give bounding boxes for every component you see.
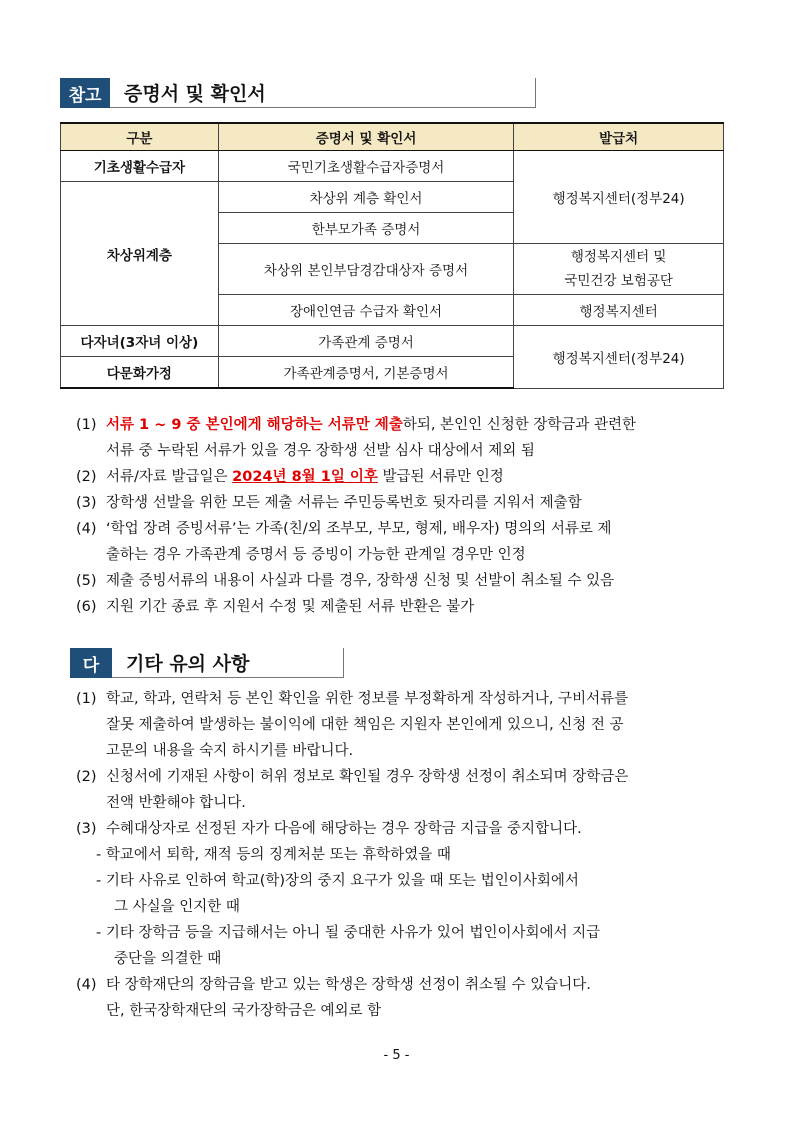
item-number: (4) [76,977,97,993]
section-title: 증명서 및 확인서 [110,78,536,108]
document-cell: 국민기초생활수급자증명서 [218,151,514,182]
issuer-cell [514,244,724,295]
submission-notes [76,412,740,620]
list-item [76,412,740,438]
sub-item: - 기타 장학금 등을 지급해서는 아니 될 중대한 사유가 있어 법인이사회에서 지급 [96,925,601,941]
document-cell: 차상위 계층 확인서 [218,182,514,213]
list-item [76,490,740,516]
item-continuation: 출하는 경우 가족관계 증명서 등 증빙이 가능한 관계일 경우만 인정 [106,547,526,563]
sub-item-continuation: 중단을 의결한 때 [114,951,222,967]
item-text-pre: 서류/자료 발급일은 [106,469,233,485]
header-category: 구분 [61,123,219,151]
item-text [106,464,740,490]
section-header-certificates [60,78,536,108]
list-item [76,516,740,542]
highlight-date: 2024년 8월 1일 이후 [232,469,378,485]
item-continuation: 단, 한국장학재단의 국가장학금은 예외로 함 [106,1003,382,1019]
document-cell: 장애인연금 수급자 확인서 [218,295,514,326]
category-cell: 다문화가정 [61,357,219,389]
category-cell: 기초생활수급자 [61,151,219,182]
item-number: (2) [76,469,97,485]
item-number: (1) [76,691,97,707]
category-cell: 차상위계층 [61,182,219,326]
list-item [76,594,740,620]
highlight-text: 서류 1 ~ 9 중 본인에게 해당하는 서류만 제출 [106,417,403,433]
category-cell: 다자녀(3자녀 이상) [61,326,219,357]
item-text: 수혜대상자로 선정된 자가 다음에 해당하는 경우 장학금 지급을 중지합니다. [106,821,582,837]
list-item [76,464,740,490]
section-badge: 다 [70,648,112,678]
document-cell: 차상위 본인부담경감대상자 증명서 [218,244,514,295]
list-item [76,686,740,712]
item-text: 장학생 선발을 위한 모든 제출 서류는 주민등록번호 뒷자리를 지워서 제출함 [106,495,582,511]
sub-item: - 학교에서 퇴학, 재적 등의 징계처분 또는 휴학하였을 때 [96,847,451,863]
item-text-post: 발급된 서류만 인정 [377,469,504,485]
item-text-rest: 하되, 본인인 신청한 장학금과 관련한 [402,417,636,433]
section-header-other-notes [70,648,344,678]
item-text: 타 장학재단의 장학금을 받고 있는 학생은 장학생 선정이 취소될 수 있습니다. [106,977,591,993]
certificates-table [60,122,724,389]
table-row [61,326,724,357]
item-number: (4) [76,521,97,537]
sub-item: - 기타 사유로 인하여 학교(학)장의 중지 요구가 있을 때 또는 법인이사회에서 [96,873,579,889]
item-continuation: 전액 반환해야 합니다. [106,795,246,811]
caution-notes [76,686,740,1024]
header-document: 증명서 및 확인서 [218,123,514,151]
section-badge: 참고 [60,78,110,108]
item-number: (1) [76,417,97,433]
document-cell: 가족관계 증명서 [218,326,514,357]
item-number: (3) [76,495,97,511]
table-row [61,151,724,182]
issuer-cell: 행정복지센터 [514,295,724,326]
item-text: 지원 기간 종료 후 지원서 수정 및 제출된 서류 반환은 불가 [106,599,475,615]
sub-item-continuation: 그 사실을 인지한 때 [114,899,240,915]
list-item [76,972,740,998]
document-cell: 가족관계증명서, 기본증명서 [218,357,514,389]
item-continuation: 서류 중 누락된 서류가 있을 경우 장학생 선발 심사 대상에서 제외 됨 [106,443,535,459]
item-continuation: 고문의 내용을 숙지 하시기를 바랍니다. [106,743,354,759]
issuer-line: 국민건강 보험공단 [564,273,673,289]
item-text: 학교, 학과, 연락처 등 본인 확인을 위한 정보를 부정확하게 작성하거나, 구비서류를 [106,691,629,707]
list-item [76,764,740,790]
issuer-cell: 행정복지센터(정부24) [514,326,724,389]
item-text [106,412,740,438]
list-item [76,816,740,842]
item-number: (2) [76,769,97,785]
list-item [76,568,740,594]
issuer-line: 행정복지센터 및 [570,249,667,265]
item-text: 신청서에 기재된 사항이 허위 정보로 확인될 경우 장학생 선정이 취소되며 장학금은 [106,769,629,785]
page-number: - 5 - [383,1048,410,1063]
item-text: ‘학업 장려 증빙서류’는 가족(친/외 조부모, 부모, 형제, 배우자) 명의의 서류로 제 [106,521,612,537]
issuer-cell: 행정복지센터(정부24) [514,151,724,244]
item-number: (6) [76,599,97,615]
document-cell: 한부모가족 증명서 [218,213,514,244]
item-continuation: 잘못 제출하여 발생하는 불이익에 대한 책임은 지원자 본인에게 있으니, 신청 전 공 [106,717,624,733]
item-number: (5) [76,573,97,589]
item-text: 제출 증빙서류의 내용이 사실과 다를 경우, 장학생 신청 및 선발이 취소될 수 있음 [106,573,615,589]
header-issuer: 발급처 [514,123,724,151]
section-title: 기타 유의 사항 [112,648,344,678]
item-number: (3) [76,821,97,837]
table-header-row [61,123,724,151]
